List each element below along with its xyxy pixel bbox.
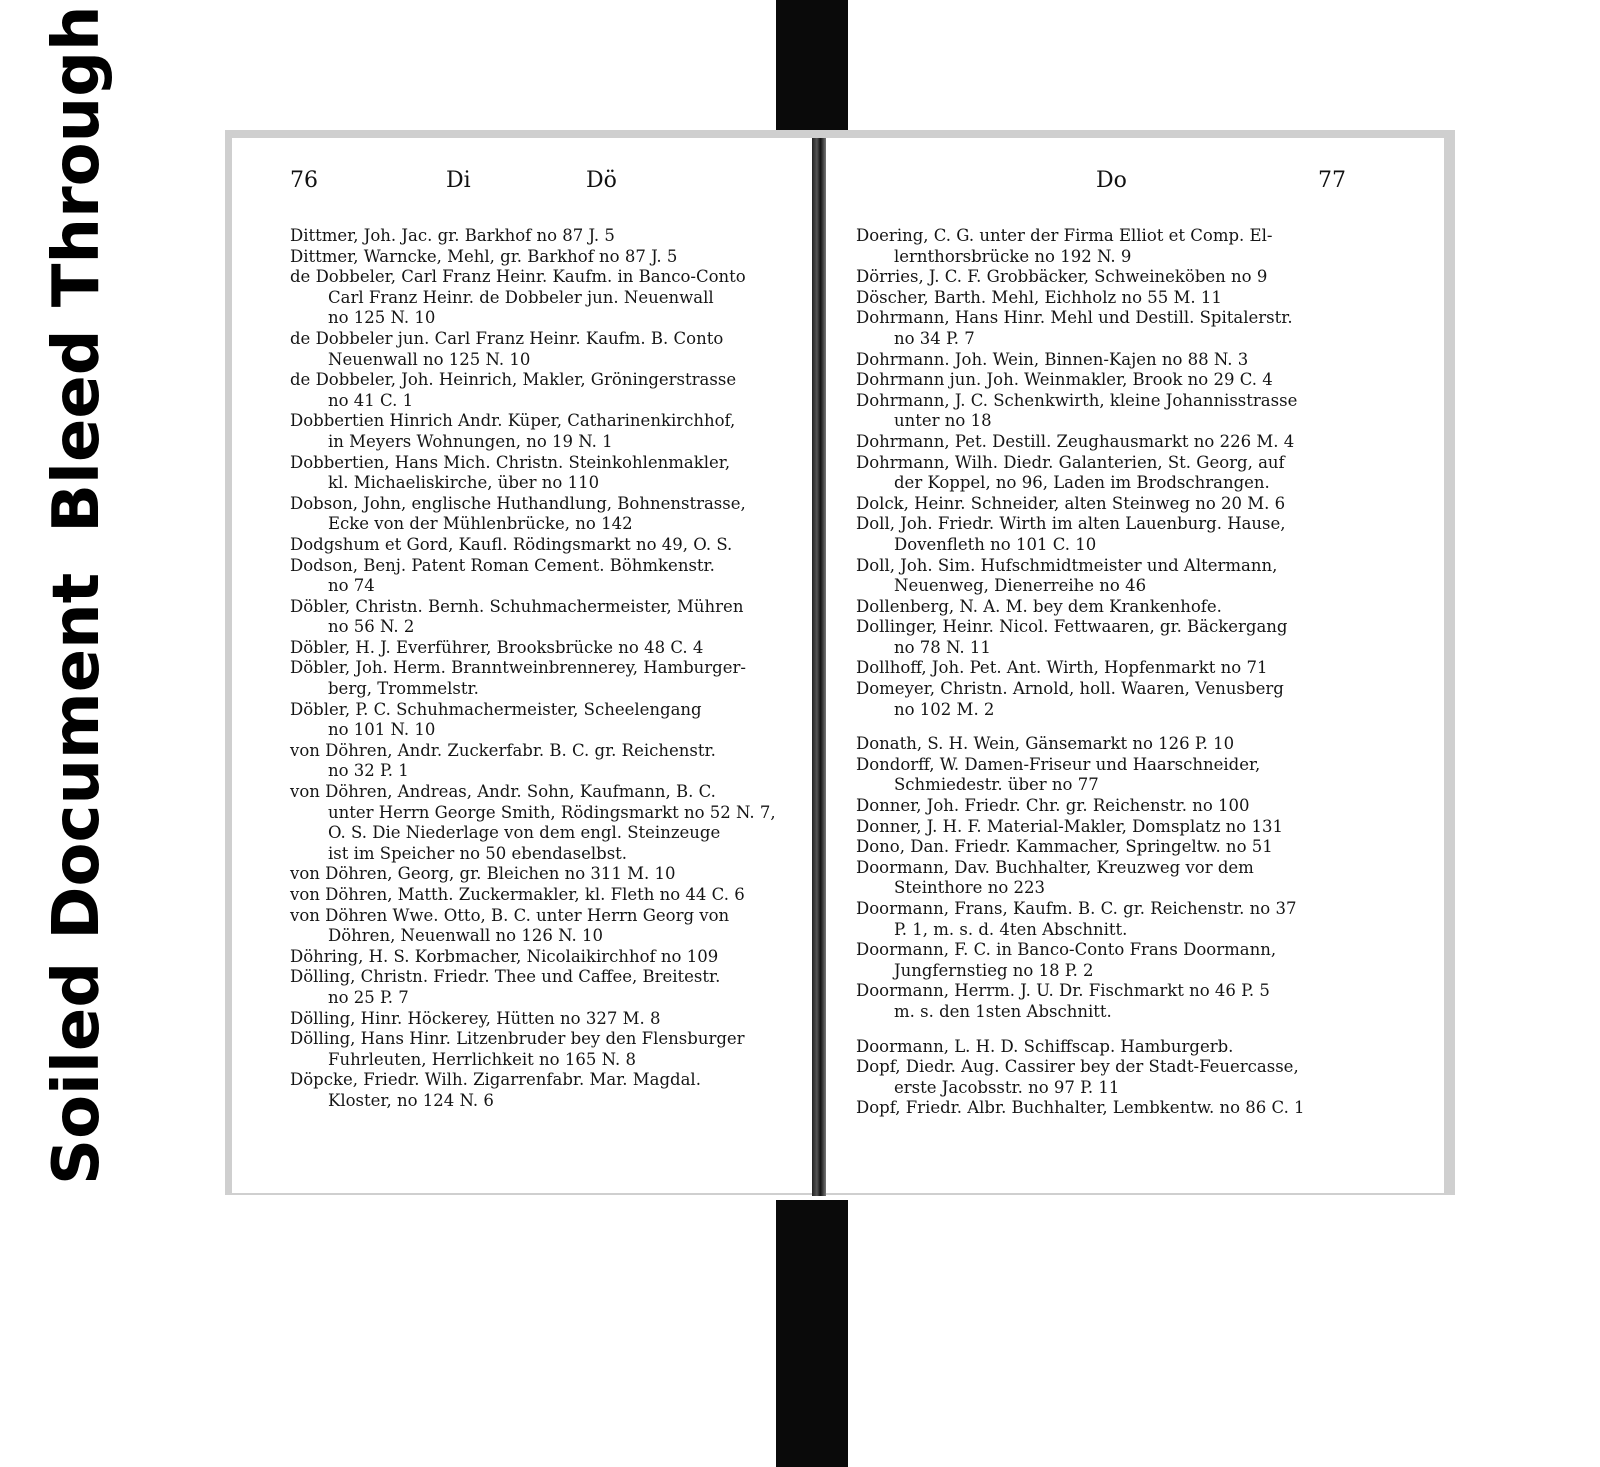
entry-line: Doormann, Frans, Kaufm. B. C. gr. Reichenstr. no 37 [856,899,1297,918]
directory-entry [856,817,1404,838]
condition-label [40,5,114,1185]
book-gutter [812,138,826,1196]
entry-line: Dopf, Friedr. Albr. Buchhalter, Lembkentw. no 86 C. 1 [856,1098,1305,1118]
directory-entry [290,267,788,329]
film-strip-top [776,0,848,130]
entry-continuation: in Meyers Wohnungen, no 19 N. 1 [328,431,613,451]
entry-continuation: no 25 P. 7 [328,987,409,1007]
entry-continuation: ist im Speicher no 50 ebendaselbst. [328,843,628,863]
directory-entry [290,453,788,494]
directory-entry [856,432,1404,453]
entry-line: de Dobbeler jun. Carl Franz Heinr. Kaufm. B. Conto [290,328,724,348]
entry-continuation: Neuenwall no 125 N. 10 [328,349,531,369]
entry-continuation: no 125 N. 10 [328,308,436,328]
entry-continuation: m. s. den 1sten Abschnitt. [894,1001,1112,1021]
entry-line: Dollenberg, N. A. M. bey dem Krankenhofe. [856,596,1222,616]
page-number-left: 76 [290,168,318,193]
directory-entry [290,947,788,968]
directory-entry [290,1070,788,1111]
directory-entry [290,329,788,370]
entry-continuation: Ecke von der Mühlenbrücke, no 142 [328,514,633,534]
condition-label-soiled: Soiled Document [40,572,114,1185]
entry-continuation: kl. Michaeliskirche, über no 110 [328,473,600,493]
directory-entry [856,226,1404,267]
entry-line: Doormann, L. H. D. Schiffscap. Hamburgerb. [856,1036,1234,1056]
entry-line: von Döhren, Andr. Zuckerfabr. B. C. gr. Reichenstr. [290,740,716,760]
directory-entry [856,755,1404,796]
entry-line: Dodgshum et Gord, Kaufl. Rödingsmarkt no 49, O. S. [290,534,733,554]
entry-continuation: Döhren, Neuenwall no 126 N. 10 [328,926,603,946]
entry-continuation: P. 1, m. s. d. 4ten Abschnitt. [894,919,1128,939]
directory-entry [290,1029,788,1070]
entry-line: Dohrmann, Pet. Destill. Zeughausmarkt no 226 M. 4 [856,431,1295,451]
entry-continuation: unter Herrn George Smith, Rödingsmarkt no 52 N. 7, [328,802,776,822]
entry-continuation: Jungfernstieg no 18 P. 2 [894,960,1094,980]
entry-continuation: Schmiedestr. über no 77 [894,775,1099,795]
directory-entry [290,658,788,699]
directory-entry [856,391,1404,432]
entry-line: Dopf, Diedr. Aug. Cassirer bey der Stadt-Feuercasse, [856,1057,1299,1077]
entry-line: Doormann, Herrm. J. U. Dr. Fischmarkt no 46 P. 5 [856,981,1270,1001]
directory-entry [856,514,1404,555]
directory-entry [290,597,788,638]
directory-entry [290,494,788,535]
entry-line: von Döhren, Andreas, Andr. Sohn, Kaufmann, B. C. [290,782,716,802]
directory-entry [856,899,1404,940]
directory-entry [856,858,1404,899]
entry-continuation: no 102 M. 2 [894,699,995,719]
directory-entry [856,617,1404,658]
entry-continuation: unter no 18 [894,411,992,431]
entry-line: Döbler, P. C. Schuhmachermeister, Scheelengang [290,699,702,719]
directory-entry [290,535,788,556]
directory-entry [290,370,788,411]
directory-entry [856,796,1404,817]
page-number-right: 77 [1318,168,1346,193]
left-entries-list [290,226,788,1112]
entry-line: Domeyer, Christn. Arnold, holl. Waaren, Venusberg [856,679,1284,699]
entry-line: Dobson, John, englische Huthandlung, Bohnenstrasse, [290,493,746,513]
left-page [232,138,812,1193]
entry-line: Dohrmann, Hans Hinr. Mehl und Destill. Spitalerstr. [856,308,1293,328]
entry-line: Döhring, H. S. Korbmacher, Nicolaikirchhof no 109 [290,946,719,966]
directory-entry [856,658,1404,679]
entry-line: Dittmer, Joh. Jac. gr. Barkhof no 87 J. 5 [290,226,615,245]
directory-entry [856,734,1404,755]
directory-entry [290,967,788,1008]
entry-line: Donner, Joh. Friedr. Chr. gr. Reichenstr. no 100 [856,796,1250,816]
entry-line: Dodson, Benj. Patent Roman Cement. Böhmkenstr. [290,555,715,575]
directory-entry [290,247,788,268]
directory-entry [856,556,1404,597]
directory-entry [290,741,788,782]
entry-line: Doormann, Dav. Buchhalter, Kreuzweg vor dem [856,857,1254,877]
entry-line: Dölling, Hans Hinr. Litzenbruder bey den Flensburger [290,1029,745,1049]
entry-continuation: no 41 C. 1 [328,390,414,410]
entry-line: de Dobbeler, Joh. Heinrich, Makler, Gröningerstrasse [290,370,737,390]
entry-continuation: Neuenweg, Dienerreihe no 46 [894,576,1147,596]
entry-line: Dohrmann, Wilh. Diedr. Galanterien, St. Georg, auf [856,452,1285,472]
entry-continuation: Fuhrleuten, Herrlichkeit no 165 N. 8 [328,1049,636,1069]
left-page-header [290,168,788,208]
entry-continuation: berg, Trommelstr. [328,679,479,699]
entry-line: Dittmer, Warncke, Mehl, gr. Barkhof no 87 J. 5 [290,246,678,266]
entry-line: Döpcke, Friedr. Wilh. Zigarrenfabr. Mar. Magdal. [290,1070,701,1090]
directory-entry [290,885,788,906]
directory-entry [856,940,1404,981]
entry-continuation: no 101 N. 10 [328,720,436,740]
entry-line: Dohrmann. Joh. Wein, Binnen-Kajen no 88 N. 3 [856,349,1249,369]
directory-entry [856,837,1404,858]
entry-line: Dollhoff, Joh. Pet. Ant. Wirth, Hopfenmarkt no 71 [856,658,1268,678]
entry-continuation: lernthorsbrücke no 192 N. 9 [894,246,1132,266]
directory-entry [290,782,788,864]
entry-continuation: no 78 N. 11 [894,637,991,657]
directory-entry [856,494,1404,515]
directory-entry [290,700,788,741]
entry-continuation: no 32 P. 1 [328,761,409,781]
entry-line: Dölling, Hinr. Höckerey, Hütten no 327 M. 8 [290,1008,661,1028]
directory-entry [856,1098,1404,1119]
entry-line: Dollinger, Heinr. Nicol. Fettwaaren, gr. Bäckergang [856,617,1288,637]
entry-continuation: O. S. Die Niederlage von dem engl. Steinzeuge [328,823,721,843]
directory-entry [856,597,1404,618]
entry-continuation: erste Jacobsstr. no 97 P. 11 [894,1077,1120,1097]
entry-line: Doll, Joh. Friedr. Wirth im alten Lauenburg. Hause, [856,514,1286,534]
entry-continuation: Kloster, no 124 N. 6 [328,1090,494,1110]
entry-line: Döscher, Barth. Mehl, Eichholz no 55 M. 11 [856,287,1222,307]
directory-entry [290,864,788,885]
entry-line: Döbler, H. J. Everführer, Brooksbrücke no 48 C. 4 [290,637,704,657]
entry-continuation: no 74 [328,576,375,596]
directory-entry [856,288,1404,309]
entry-line: Dohrmann, J. C. Schenkwirth, kleine Johannisstrasse [856,390,1298,410]
directory-entry [856,308,1404,349]
directory-entry [856,370,1404,391]
directory-entry [290,638,788,659]
entry-continuation: Dovenfleth no 101 C. 10 [894,534,1097,554]
entry-line: von Döhren Wwe. Otto, B. C. unter Herrn Georg von [290,905,730,925]
entry-line: de Dobbeler, Carl Franz Heinr. Kaufm. in Banco-Conto [290,267,746,287]
directory-entry [290,556,788,597]
right-page [826,138,1444,1193]
directory-entry [290,1009,788,1030]
entry-continuation: Carl Franz Heinr. de Dobbeler jun. Neuenwall [328,287,714,307]
entry-line: Dohrmann jun. Joh. Weinmakler, Brook no 29 C. 4 [856,370,1273,390]
entry-line: Dobbertien, Hans Mich. Christn. Steinkohlenmakler, [290,452,731,472]
entry-line: Dono, Dan. Friedr. Kammacher, Springeltw. no 51 [856,837,1273,857]
running-head-left: Di [446,168,471,193]
directory-entry [856,981,1404,1022]
entry-continuation: no 34 P. 7 [894,328,975,348]
directory-entry [290,411,788,452]
entry-line: Dondorff, W. Damen-Friseur und Haarschneider, [856,754,1261,774]
right-entries-list [856,226,1404,1119]
entry-continuation: no 56 N. 2 [328,617,415,637]
entry-line: Donner, J. H. F. Material-Makler, Domsplatz no 131 [856,816,1283,836]
right-page-header [856,168,1404,208]
running-head-center: Do [1096,168,1127,193]
directory-entry [856,350,1404,371]
entry-line: Doll, Joh. Sim. Hufschmidtmeister und Altermann, [856,555,1278,575]
entry-line: Doering, C. G. unter der Firma Elliot et Comp. El- [856,226,1273,245]
directory-entry [856,267,1404,288]
entry-line: Dölling, Christn. Friedr. Thee und Caffee, Breitestr. [290,967,721,987]
entry-line: von Döhren, Georg, gr. Bleichen no 311 M. 10 [290,864,676,884]
entry-line: Donath, S. H. Wein, Gänsemarkt no 126 P. 10 [856,734,1235,754]
running-head-right: Dö [586,168,617,193]
entry-line: von Döhren, Matth. Zuckermakler, kl. Fleth no 44 C. 6 [290,885,745,904]
directory-entry [856,453,1404,494]
entry-continuation: der Koppel, no 96, Laden im Brodschrangen. [894,473,1270,493]
entry-line: Döbler, Joh. Herm. Branntweinbrennerey, Hamburger- [290,658,746,678]
directory-entry [856,1037,1404,1058]
film-strip-bottom [776,1200,848,1467]
entry-continuation: Steinthore no 223 [894,878,1045,898]
entry-line: Doormann, F. C. in Banco-Conto Frans Doormann, [856,940,1277,960]
directory-entry [290,226,788,247]
directory-entry [856,1057,1404,1098]
entry-line: Dolck, Heinr. Schneider, alten Steinweg no 20 M. 6 [856,493,1286,513]
entry-line: Dörries, J. C. F. Grobbäcker, Schweineköben no 9 [856,267,1268,287]
entry-line: Dobbertien Hinrich Andr. Küper, Catharinenkirchhof, [290,411,736,431]
condition-label-bleed: Bleed Through [40,5,114,533]
directory-entry [290,906,788,947]
directory-entry [856,679,1404,720]
entry-line: Döbler, Christn. Bernh. Schuhmachermeister, Mühren [290,596,744,616]
